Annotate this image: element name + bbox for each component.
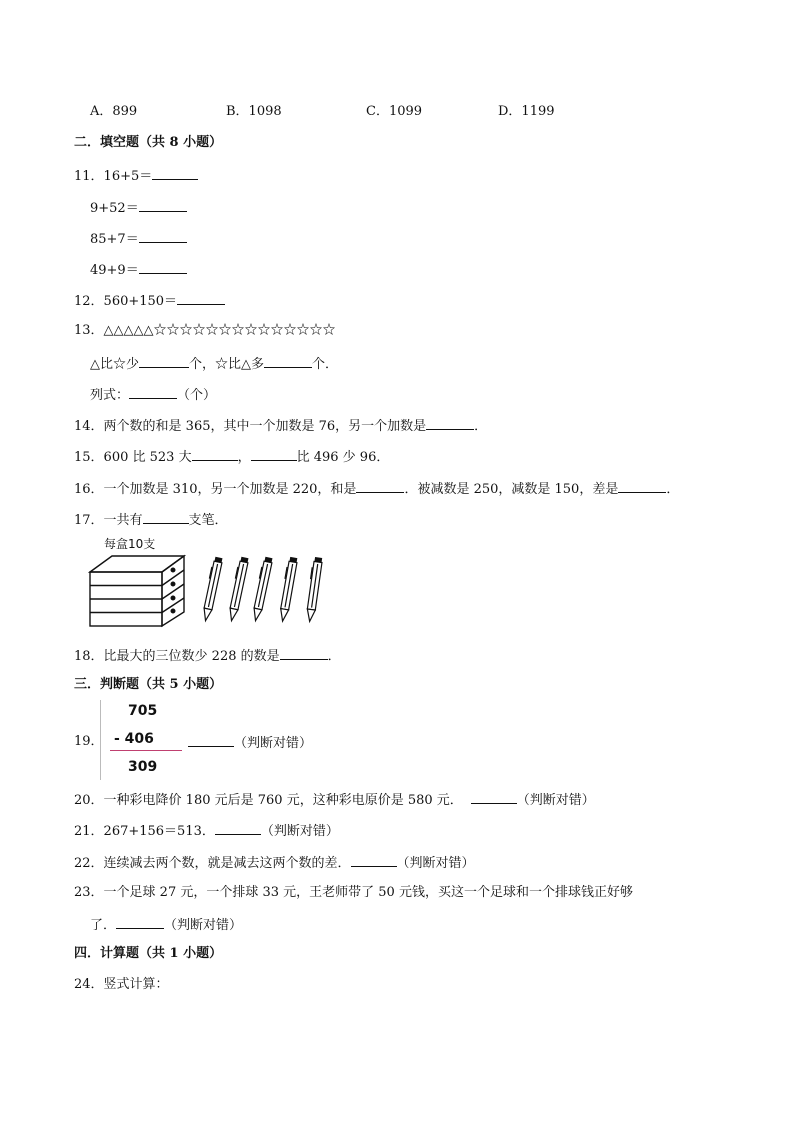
question-11-line3: [90, 230, 187, 248]
answer-blank[interactable]: [618, 480, 666, 493]
question-18: [74, 647, 341, 665]
section-heading-fill-in: 二．填空题（共 8 小题）: [74, 135, 223, 150]
answer-blank[interactable]: [139, 355, 189, 368]
question-16: [74, 480, 679, 498]
pencil-boxes-figure: [86, 550, 336, 632]
answer-blank[interactable]: [471, 791, 517, 804]
question-12: [74, 292, 225, 310]
question-20: [74, 791, 595, 809]
answer-blank[interactable]: [116, 916, 164, 929]
answer-blank[interactable]: [139, 199, 187, 212]
choice-c: C．1099: [366, 104, 423, 119]
q13-unit: （个）: [177, 388, 217, 403]
answer-blank[interactable]: [139, 261, 187, 274]
pencil-icon-4: [278, 557, 298, 622]
answer-blank[interactable]: [426, 417, 474, 430]
pencil-icon-1: [201, 557, 223, 621]
answer-blank[interactable]: [251, 448, 297, 461]
answer-blank[interactable]: [139, 230, 187, 243]
question-21: [74, 822, 339, 840]
choice-b: B．1098: [226, 104, 282, 119]
question-14: [74, 417, 487, 435]
q11-line3: 85+7＝: [90, 232, 139, 247]
answer-blank[interactable]: [177, 292, 225, 305]
box-stack-icon: [90, 556, 184, 626]
question-13-line2: [90, 355, 338, 373]
q13-part3: 个．: [312, 357, 339, 372]
choice-a: A．899: [90, 104, 138, 119]
pencil-icon-2: [227, 557, 249, 621]
pencil-icon-5: [305, 557, 323, 622]
question-11: [74, 167, 198, 185]
pencil-icon-3: [251, 557, 273, 621]
answer-blank[interactable]: [129, 386, 177, 399]
question-23: 23．一个足球 27 元，一个排球 33 元，王老师带了 50 元钱，买这一个足球和一个排球钱正好够: [74, 885, 633, 900]
subtrahend: - 406: [114, 731, 154, 747]
question-23-line2: [90, 916, 242, 934]
q18-part2: ．: [327, 649, 341, 664]
answer-blank[interactable]: [152, 167, 198, 180]
difference: 309: [128, 759, 158, 775]
answer-blank[interactable]: [264, 355, 312, 368]
q21-tail: （判断对错）: [260, 824, 339, 839]
q13-formula-label: 列式：: [90, 388, 130, 403]
q15-part2: ，: [237, 450, 251, 465]
q15-part1: 15．600 比 523 大: [74, 450, 192, 465]
section-heading-calculation: 四．计算题（共 1 小题）: [74, 946, 223, 961]
answer-blank[interactable]: [351, 854, 397, 867]
q20-text: 20．一种彩电降价 180 元后是 760 元，这种彩电原价是 580 元．: [74, 793, 463, 808]
q21-text: 21．267+156＝513．: [74, 824, 215, 839]
figure-caption: 每盒10支: [104, 537, 156, 551]
answer-blank[interactable]: [280, 647, 328, 660]
question-22: [74, 854, 475, 872]
answer-blank[interactable]: [188, 734, 234, 747]
q12-text: 12．560+150＝: [74, 294, 178, 309]
question-19-answer: [188, 734, 312, 752]
q23-tail: （判断对错）: [164, 918, 243, 933]
answer-blank[interactable]: [192, 448, 238, 461]
question-24: 24．竖式计算：: [74, 977, 169, 992]
q13-part2: 个，☆比△多: [189, 357, 264, 372]
minuend: 705: [128, 703, 158, 719]
q18-part1: 18．比最大的三位数少 228 的数是: [74, 649, 280, 664]
question-11-line2: [90, 199, 187, 217]
question-13-shapes: 13．△△△△△☆☆☆☆☆☆☆☆☆☆☆☆☆☆: [74, 323, 336, 338]
q13-part1: △比☆少: [90, 357, 139, 372]
q17-part2: 支笔．: [188, 513, 228, 528]
question-17: [74, 511, 228, 529]
question-19-number: 19．: [74, 734, 104, 749]
q17-part1: 17．一共有: [74, 513, 143, 528]
q23-part2: 了．: [90, 918, 117, 933]
question-13-line3: [90, 386, 216, 404]
q20-tail: （判断对错）: [516, 793, 595, 808]
q19-tail: （判断对错）: [234, 736, 313, 751]
q16-part1: 16．一个加数是 310，另一个加数是 220，和是: [74, 482, 357, 497]
q11-line4: 49+9＝: [90, 263, 139, 278]
q15-part3: 比 496 少 96．: [296, 450, 390, 465]
q11-line2: 9+52＝: [90, 201, 139, 216]
subtraction-rule: [110, 750, 182, 751]
answer-blank[interactable]: [215, 822, 261, 835]
choice-d: D．1199: [498, 104, 555, 119]
q11-line1: 11．16+5＝: [74, 169, 153, 184]
answer-blank[interactable]: [356, 480, 404, 493]
section-heading-true-false: 三．判断题（共 5 小题）: [74, 677, 223, 692]
q16-part3: ．: [666, 482, 680, 497]
q22-tail: （判断对错）: [396, 856, 475, 871]
answer-blank[interactable]: [143, 511, 189, 524]
q16-part2: ．被减数是 250，减数是 150，差是: [404, 482, 619, 497]
q14-text: 14．两个数的和是 365，其中一个加数是 76，另一个加数是: [74, 419, 427, 434]
q14-end: ．: [474, 419, 488, 434]
question-15: [74, 448, 389, 466]
q22-text: 22．连续减去两个数，就是减去这两个数的差．: [74, 856, 351, 871]
question-11-line4: [90, 261, 187, 279]
